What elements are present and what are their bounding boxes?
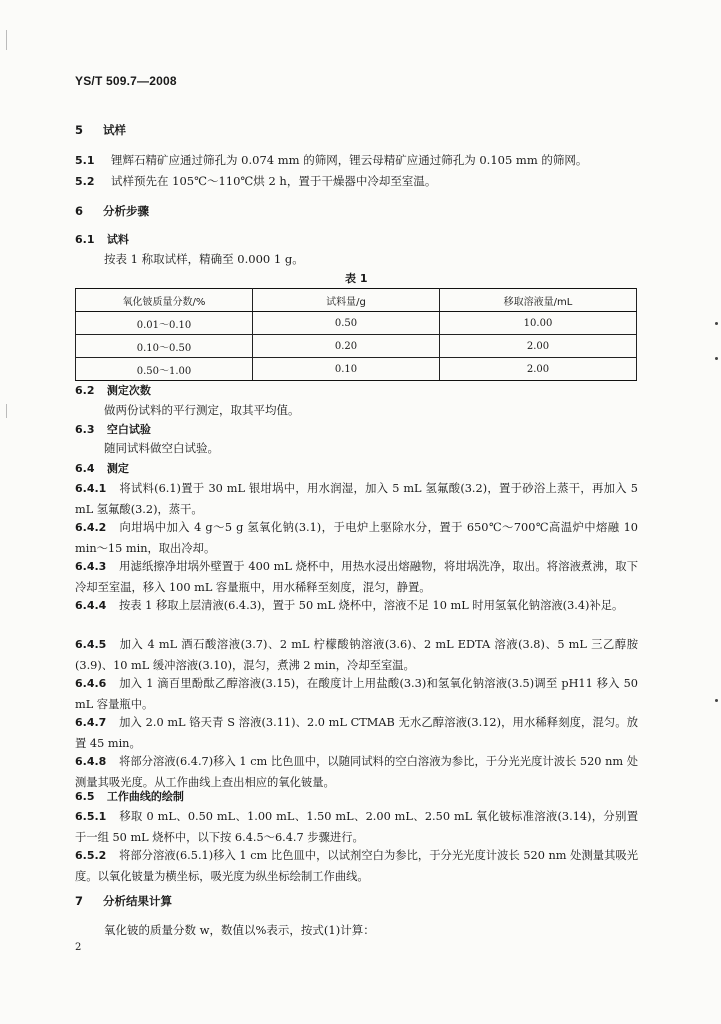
clause-6-4-1-text: 将试料(6.1)置于 30 mL 银坩埚中，用水润湿，加入 5 mL 氢氟酸(3.2)，置于砂浴上蒸干，再加入 5 mL 氢氟酸(3.2)，蒸干。 [75, 482, 638, 516]
section-6-title: 分析步骤 [103, 204, 150, 218]
table-cell: 10.00 [440, 312, 637, 335]
clause-6-4-6-text: 加入 1 滴百里酚酞乙醇溶液(3.15)，在酸度计上用盐酸(3.3)和氢氧化钠溶液(3.5)调至 pH11 移入 50 mL 容量瓶中。 [75, 677, 638, 711]
scan-edge-mark [6, 30, 7, 50]
clause-5-2-text: 试样预先在 105℃～110℃烘 2 h，置于干燥器中冷却至室温。 [111, 174, 437, 188]
clause-5-2-number: 5.2 [75, 175, 95, 188]
section-6-number: 6 [75, 204, 84, 218]
clause-6-4-number: 6.4 [75, 462, 95, 475]
standard-number-header: YS/T 509.7—2008 [75, 74, 177, 88]
table-cell: 0.10 [253, 358, 440, 381]
clause-6-3-heading [75, 421, 151, 437]
clause-6-2-title: 测定次数 [106, 384, 151, 397]
clause-6-5-title: 工作曲线的绘制 [106, 790, 184, 803]
clause-6-5-1-number: 6.5.1 [75, 810, 107, 823]
clause-6-4-6 [75, 673, 638, 715]
clause-6-2-heading [75, 382, 151, 398]
clause-6-4-8-number: 6.4.8 [75, 755, 107, 768]
table-cell: 0.10～0.50 [76, 335, 253, 358]
table-cell: 0.20 [253, 335, 440, 358]
section-7-title: 分析结果计算 [103, 894, 173, 908]
table-row [76, 335, 637, 358]
table-header-row [76, 289, 637, 312]
table-header-cell: 试料量/g [253, 289, 440, 312]
clause-6-4-8 [75, 751, 638, 793]
clause-6-4-7 [75, 712, 638, 754]
table-cell: 0.01～0.10 [76, 312, 253, 335]
section-5-title: 试样 [103, 123, 127, 137]
clause-5-1-number: 5.1 [75, 154, 95, 167]
clause-6-5-2-text: 将部分溶液(6.5.1)移入 1 cm 比色皿中，以试剂空白为参比，于分光光度计波长 520 nm 处测量其吸光度。以氧化铍量为横坐标，吸光度为纵坐标绘制工作曲线。 [75, 849, 638, 883]
section-5-heading [75, 122, 126, 138]
scan-speck [715, 322, 718, 325]
table-row [76, 358, 637, 381]
clause-5-1 [75, 152, 587, 168]
table-cell: 2.00 [440, 358, 637, 381]
clause-6-4-1 [75, 478, 638, 520]
scan-speck [715, 357, 718, 360]
clause-6-4-7-number: 6.4.7 [75, 716, 107, 729]
clause-6-5-2 [75, 845, 638, 887]
clause-6-5-number: 6.5 [75, 790, 95, 803]
clause-6-2-number: 6.2 [75, 384, 95, 397]
clause-6-4-8-text: 将部分溶液(6.4.7)移入 1 cm 比色皿中，以随同试料的空白溶液为参比，于分光光度计波长 520 nm 处测量其吸光度。从工作曲线上查出相应的氧化铍量。 [75, 755, 638, 789]
clause-6-4-4-number: 6.4.4 [75, 599, 107, 612]
clause-6-3-text: 随同试料做空白试验。 [104, 441, 219, 455]
clause-6-4-4-text: 按表 1 移取上层清液(6.4.3)，置于 50 mL 烧杯中，溶液不足 10 mL 时用氢氧化钠溶液(3.4)补足。 [119, 599, 624, 612]
section-7-heading [75, 893, 172, 909]
clause-6-1-heading [75, 231, 129, 247]
table-cell: 0.50 [253, 312, 440, 335]
table-header-cell: 移取溶液量/mL [440, 289, 637, 312]
table-caption: 表 1 [345, 272, 368, 285]
clause-6-4-1-number: 6.4.1 [75, 482, 107, 495]
scan-edge-mark [6, 404, 7, 418]
page-number: 2 [75, 942, 82, 953]
section-7-text: 氧化铍的质量分数 w，数值以%表示，按式(1)计算： [104, 923, 375, 937]
clause-6-5-heading [75, 788, 184, 804]
section-5-number: 5 [75, 123, 84, 137]
clause-6-5-1-text: 移取 0 mL、0.50 mL、1.00 mL、1.50 mL、2.00 mL、2.50 mL 氧化铍标准溶液(3.14)，分别置于一组 50 mL 烧杯中，以下按 6.4.5～6.4.7 步骤进行。 [75, 810, 638, 844]
clause-6-2-text: 做两份试料的平行测定，取其平均值。 [104, 403, 300, 417]
clause-6-4-2 [75, 517, 638, 559]
clause-6-4-5 [75, 634, 638, 676]
clause-6-3-title: 空白试验 [106, 423, 151, 436]
clause-6-1-number: 6.1 [75, 233, 95, 246]
clause-6-4-2-text: 向坩埚中加入 4 g～5 g 氢氧化钠(3.1)，于电炉上驱除水分，置于 650℃～700℃高温炉中熔融 10 min～15 min，取出冷却。 [75, 521, 638, 555]
clause-6-4-5-number: 6.4.5 [75, 638, 107, 651]
clause-6-4-7-text: 加入 2.0 mL 铬天青 S 溶液(3.11)、2.0 mL CTMAB 无水乙醇溶液(3.12)，用水稀释刻度，混匀。放置 45 min。 [75, 716, 638, 750]
table-header-cell: 氧化铍质量分数/% [76, 289, 253, 312]
table-cell: 2.00 [440, 335, 637, 358]
clause-6-4-heading [75, 460, 129, 476]
section-7-number: 7 [75, 894, 84, 908]
section-6-heading [75, 203, 149, 219]
clause-6-4-3-text: 用滤纸擦净坩埚外壁置于 400 mL 烧杯中，用热水浸出熔融物，将坩埚洗净，取出。将溶液煮沸，取下冷却至室温，移入 100 mL 容量瓶中，用水稀释至刻度，混匀，静置。 [75, 560, 638, 594]
clause-6-4-5-text: 加入 4 mL 酒石酸溶液(3.7)、2 mL 柠檬酸钠溶液(3.6)、2 mL EDTA 溶液(3.8)、5 mL 三乙醇胺(3.9)、10 mL 缓冲溶液(3.10)，混匀，煮沸 2 min，冷却至室温。 [75, 638, 638, 672]
scan-speck [715, 699, 718, 702]
clause-6-4-4 [75, 595, 638, 616]
clause-5-2 [75, 173, 436, 189]
table-row [76, 312, 637, 335]
clause-6-4-3 [75, 556, 638, 598]
clause-6-5-1 [75, 806, 638, 848]
clause-6-4-3-number: 6.4.3 [75, 560, 107, 573]
sample-mass-table [75, 288, 637, 381]
clause-5-1-text: 锂辉石精矿应通过筛孔为 0.074 mm 的筛网，锂云母精矿应通过筛孔为 0.105 mm 的筛网。 [111, 153, 588, 167]
clause-6-4-title: 测定 [106, 462, 129, 475]
clause-6-1-text: 按表 1 称取试样，精确至 0.000 1 g。 [104, 252, 304, 266]
clause-6-3-number: 6.3 [75, 423, 95, 436]
clause-6-4-6-number: 6.4.6 [75, 677, 107, 690]
clause-6-4-2-number: 6.4.2 [75, 521, 107, 534]
clause-6-1-title: 试料 [106, 233, 129, 246]
clause-6-5-2-number: 6.5.2 [75, 849, 107, 862]
table-cell: 0.50～1.00 [76, 358, 253, 381]
